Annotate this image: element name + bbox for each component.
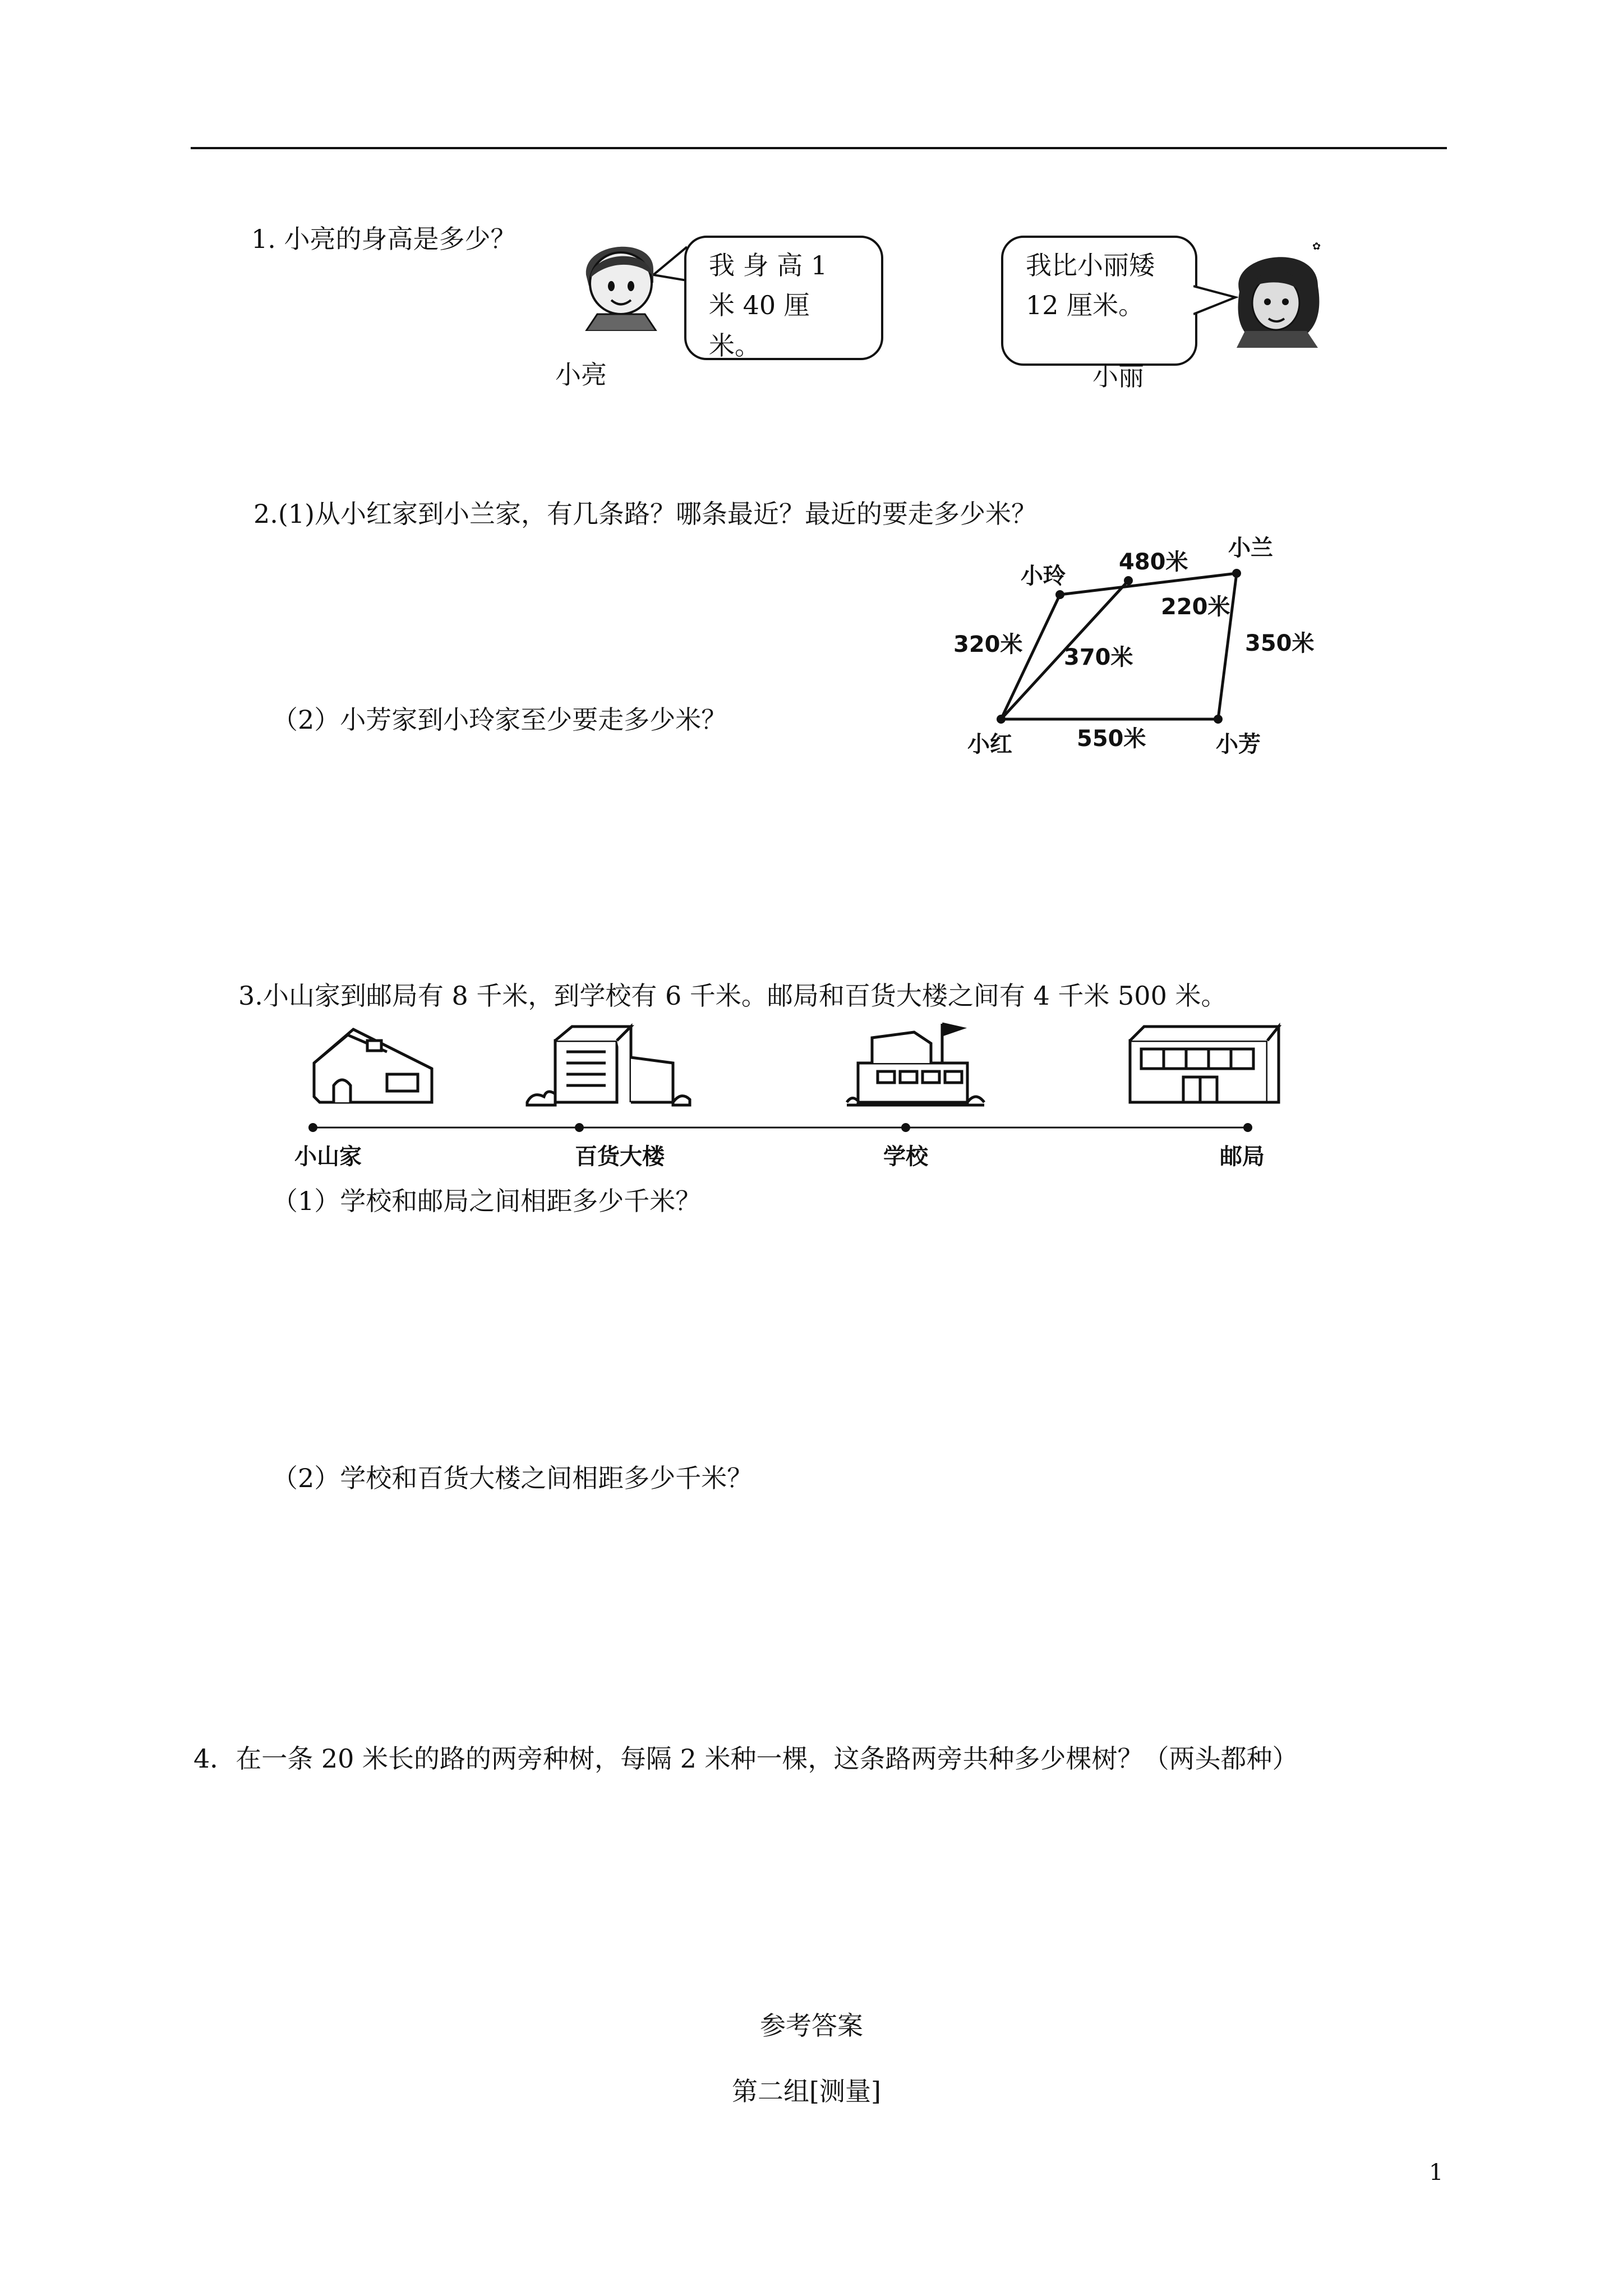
label-hong-fang: 550米 bbox=[1077, 726, 1146, 752]
place-school: 学校 bbox=[883, 1144, 928, 1170]
boy-bubble-tail bbox=[653, 241, 687, 286]
answers-section: 第二组[测量] bbox=[732, 2076, 881, 2106]
q2-part1: 2.(1)从小红家到小兰家，有几条路？哪条最近？最近的要走多少米？ bbox=[253, 499, 1038, 529]
boy-speech-bubble bbox=[684, 236, 883, 360]
girl-bubble-line1: 我比小丽矮 bbox=[1026, 250, 1155, 280]
department-store-icon bbox=[527, 1027, 690, 1105]
dot-home bbox=[308, 1123, 317, 1132]
label-ling-lan: 480米 bbox=[1119, 549, 1188, 575]
answers-title: 参考答案 bbox=[760, 2010, 863, 2041]
svg-text:✿: ✿ bbox=[1312, 241, 1321, 252]
label-mid-lan: 220米 bbox=[1161, 594, 1230, 620]
q4-text: 4．在一条 20 米长的路的两旁种树，每隔 2 米种一棵，这条路两旁共种多少棵树？（两头都种） bbox=[193, 1743, 1298, 1774]
label-hong-mid: 370米 bbox=[1064, 645, 1133, 670]
label-hong: 小红 bbox=[967, 731, 1012, 757]
school-icon bbox=[847, 1024, 984, 1105]
dot-school bbox=[901, 1123, 910, 1132]
post-office-icon bbox=[1130, 1027, 1279, 1102]
boy-bubble-line1: 我 身 高 1 bbox=[709, 250, 828, 280]
dot-post bbox=[1243, 1123, 1252, 1132]
boy-bubble-line2: 米 40 厘米。 bbox=[709, 290, 810, 361]
place-home: 小山家 bbox=[294, 1144, 362, 1170]
place-post: 邮局 bbox=[1220, 1144, 1265, 1170]
girl-bubble-line2: 12 厘米。 bbox=[1026, 290, 1145, 321]
node-ling-dot bbox=[1055, 590, 1064, 599]
node-fang-dot bbox=[1214, 715, 1223, 724]
label-ling-hong: 320米 bbox=[953, 632, 1023, 657]
label-fang: 小芳 bbox=[1216, 731, 1261, 757]
node-lan-dot bbox=[1232, 569, 1241, 578]
place-store: 百货大楼 bbox=[575, 1144, 665, 1170]
q3-part1: （1）学校和邮局之间相距多少千米？ bbox=[272, 1186, 702, 1216]
q3-intro: 3.小山家到邮局有 8 千米，到学校有 6 千米。邮局和百货大楼之间有 4 千米 500 米。 bbox=[238, 981, 1227, 1011]
q3-part2: （2）学校和百货大楼之间相距多少千米？ bbox=[272, 1463, 753, 1493]
label-ling: 小玲 bbox=[1021, 563, 1066, 589]
q3-distance-line bbox=[292, 1018, 1301, 1181]
node-hong-dot bbox=[997, 715, 1006, 724]
label-lan-fang: 350米 bbox=[1245, 631, 1315, 656]
dot-store bbox=[575, 1123, 584, 1132]
road-ling-lan bbox=[1060, 573, 1237, 595]
girl-speech-bubble bbox=[1001, 236, 1197, 366]
girl-avatar bbox=[1228, 241, 1326, 348]
q1-title: 1. 小亮的身高是多少？ bbox=[251, 224, 517, 254]
q2-part2: （2）小芳家到小玲家至少要走多少米？ bbox=[272, 705, 727, 735]
header-rule bbox=[191, 147, 1447, 149]
label-lan: 小兰 bbox=[1228, 535, 1273, 561]
girl-name: 小丽 bbox=[1092, 361, 1144, 392]
page-number: 1 bbox=[1429, 2160, 1444, 2185]
house-icon bbox=[314, 1029, 432, 1102]
q2-route-map bbox=[931, 522, 1335, 757]
node-mid-dot bbox=[1124, 576, 1133, 585]
boy-name: 小亮 bbox=[555, 360, 607, 390]
